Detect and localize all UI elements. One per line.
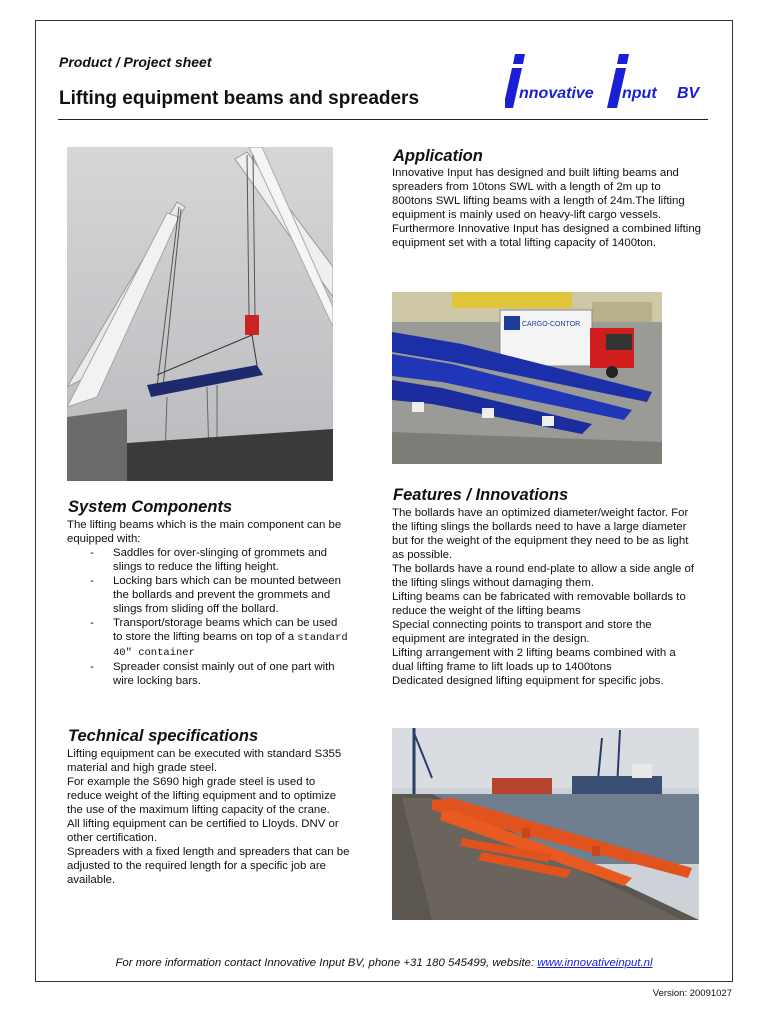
logo-text-bv: BV xyxy=(677,85,700,102)
logo-text-input: nput xyxy=(622,85,657,102)
technical-line: For example the S690 high grade steel is used to reduce weight of the lifting equipment and to optimize the use of the maximum lifting capacity of the crane. xyxy=(67,776,337,816)
blue-beams-truck-photo xyxy=(392,292,662,464)
list-item: - Saddles for over-slinging of grommets and slings to reduce the lifting height. xyxy=(88,546,348,574)
features-heading: Features / Innovations xyxy=(393,486,569,504)
features-line: The bollards have a round end-plate to allow a side angle of the lifting slings without damaging them. xyxy=(392,563,695,589)
logo-text-innovative: nnovative xyxy=(519,85,594,102)
features-line: Dedicated designed lifting equipment for specific jobs. xyxy=(392,675,664,687)
logo-graphic xyxy=(505,52,710,112)
technical-line: All lifting equipment can be certified to Lloyds. DNV or other certification. xyxy=(67,818,339,844)
application-paragraph-2: Furthermore Innovative Input has designed a combined lifting equipment set with a total lifting capacity of 1400ton. xyxy=(392,223,701,249)
header-rule xyxy=(58,119,708,120)
application-text xyxy=(392,166,702,250)
list-item: - Spreader consist mainly out of one part with wire locking bars. xyxy=(88,660,348,688)
features-line: Special connecting points to transport and store the equipment are integrated in the design. xyxy=(392,619,652,645)
list-item: - Transport/storage beams which can be used to store the lifting beams on top of a standard 40" container xyxy=(88,616,348,660)
footer-text: For more information contact Innovative Input BV, phone +31 180 545499, website: xyxy=(115,957,538,969)
company-logo xyxy=(505,52,710,112)
doc-kicker: Product / Project sheet xyxy=(59,54,212,70)
version-label: Version: 20091027 xyxy=(652,988,732,999)
system-components-heading: System Components xyxy=(68,498,233,516)
orange-beams-quay-photo xyxy=(392,728,699,920)
technical-line: Spreaders with a fixed length and spreaders that can be adjusted to the required length for a specific job are available. xyxy=(67,846,350,886)
application-paragraph-1: Innovative Input has designed and built lifting beams and spreaders from 10tons SWL with a length of 2m up to 800tons SWL lifting beams with a length of 24m.The lifting equipment is mainly used on heavy-lift cargo vessels. xyxy=(392,167,685,221)
list-item: - Locking bars which can be mounted between the bollards and prevent the grommets and slings from sliding off the bollard. xyxy=(88,574,348,616)
features-line: Lifting beams can be fabricated with removable bollards to reduce the weight of the lifting beams xyxy=(392,591,686,617)
footer-contact xyxy=(0,957,768,969)
crane-lifting-photo xyxy=(67,147,333,481)
technical-specifications-text xyxy=(67,747,352,887)
website-link[interactable]: www.innovativeinput.nl xyxy=(537,957,653,969)
page-title: Lifting equipment beams and spreaders xyxy=(59,88,420,109)
technical-line: Lifting equipment can be executed with standard S355 material and high grade steel. xyxy=(67,748,342,774)
truck-brand-text: CARGO-CONTOR xyxy=(522,321,581,328)
system-components-list xyxy=(88,546,348,688)
features-text xyxy=(392,506,698,688)
features-line: Lifting arrangement with 2 lifting beams combined with a dual lifting frame to lift loads up to 1400tons xyxy=(392,647,676,673)
features-line: The bollards have an optimized diameter/weight factor. For the lifting slings the bollards need to have a large diameter but for the weight of the equipment they need to be as light as possible. xyxy=(392,507,689,561)
application-heading: Application xyxy=(393,147,483,165)
technical-specifications-heading: Technical specifications xyxy=(68,727,259,745)
system-components-intro: The lifting beams which is the main component can be equipped with: xyxy=(67,519,342,545)
container-spec: standard 40" container xyxy=(113,632,348,659)
